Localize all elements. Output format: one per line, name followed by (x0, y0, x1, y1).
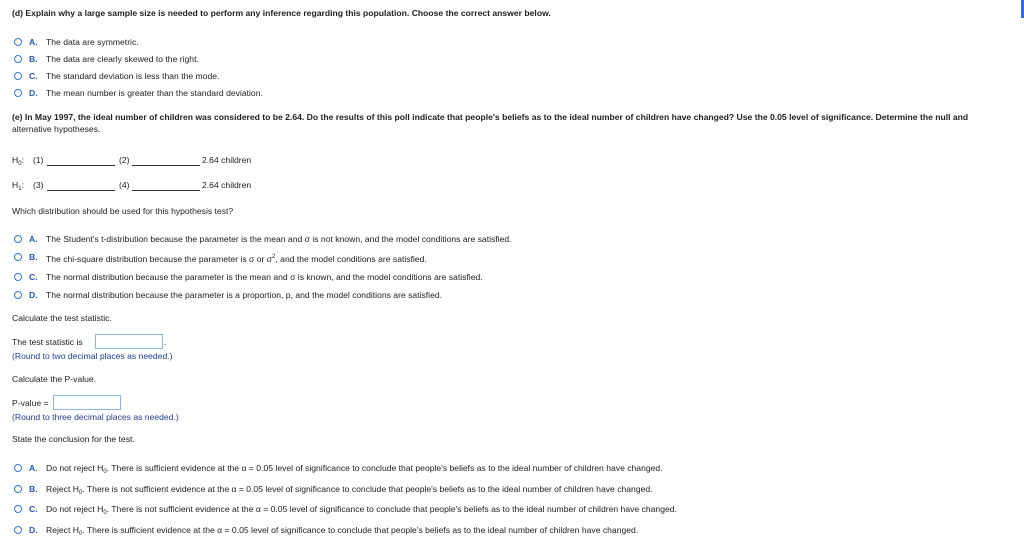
h0-label: $H_0$: (12, 155, 24, 167)
test-stat-input[interactable] (95, 334, 163, 349)
part-e-question: (e) In May 1997, the ideal number of children was considered to be 2.64. Do the results of this poll indicate that people's beliefs as to the ideal number of children have changed? Use the 0.05 level of significance. Determine the null and (12, 112, 969, 122)
radio-button-icon[interactable] (14, 273, 22, 281)
radio-button-icon[interactable] (14, 291, 22, 299)
pvalue-input[interactable] (53, 395, 121, 410)
test-stat-period: . (164, 337, 167, 347)
radio-button-icon[interactable] (14, 38, 22, 46)
test-stat-prompt: Calculate the test statistic. (12, 313, 112, 323)
radio-button-icon[interactable] (14, 253, 22, 261)
blank-2-input[interactable] (132, 165, 200, 166)
blank-3-dropdown[interactable] (47, 190, 115, 191)
part-e-question-cont: alternative hypotheses. (12, 124, 101, 134)
radio-button-icon[interactable] (14, 55, 22, 63)
radio-button-icon[interactable] (14, 485, 22, 493)
blank-1-dropdown[interactable] (47, 165, 115, 166)
test-stat-hint: (Round to two decimal places as needed.) (12, 351, 173, 361)
test-stat-label: The test statistic is (12, 337, 83, 347)
pvalue-hint: (Round to three decimal places as needed.) (12, 412, 179, 422)
radio-button-icon[interactable] (14, 72, 22, 80)
blank-4-input[interactable] (132, 190, 200, 191)
radio-button-icon[interactable] (14, 235, 22, 243)
radio-button-icon[interactable] (14, 526, 22, 534)
part-d-question: (d) Explain why a large sample size is needed to perform any inference regarding this population. Choose the correct answer below. (12, 8, 551, 18)
distribution-prompt: Which distribution should be used for this hypothesis test? (12, 206, 234, 216)
radio-button-icon[interactable] (14, 464, 22, 472)
radio-button-icon[interactable] (14, 89, 22, 97)
radio-button-icon[interactable] (14, 505, 22, 513)
h1-label: $H_1$: (12, 180, 24, 192)
pvalue-prompt: Calculate the P-value. (12, 374, 97, 384)
conclusion-prompt: State the conclusion for the test. (12, 434, 135, 444)
pvalue-label: P-value = (12, 398, 49, 408)
